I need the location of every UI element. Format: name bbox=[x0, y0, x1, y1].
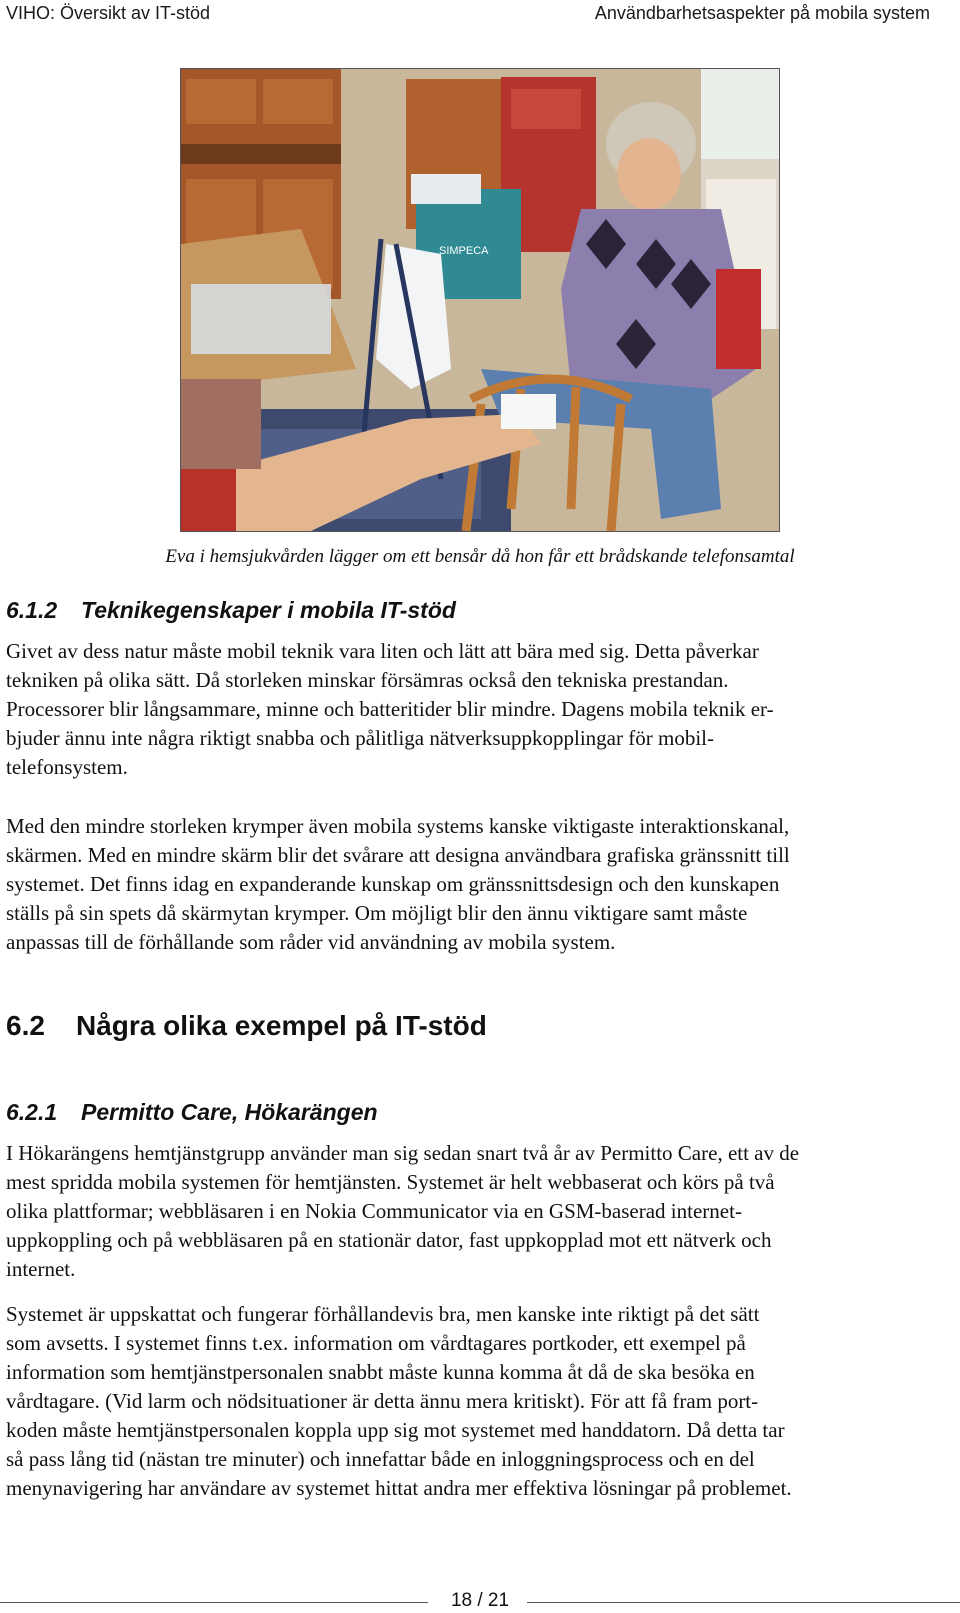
text-line: tekniken på olika sätt. Då storleken minskar försämras också den tekniska prestandan. bbox=[6, 668, 729, 692]
section-title: Permitto Care, Hökarängen bbox=[81, 1099, 378, 1125]
text-line: information som hemtjänstpersonalen snabbt måste kunna komma åt då de ska besöka en bbox=[6, 1360, 755, 1384]
text-line: olika plattformar; webbläsaren i en Nokia Communicator via en GSM-baserad internet- bbox=[6, 1199, 742, 1223]
text-line: skärmen. Med en mindre skärm blir det svårare att designa användbara grafiska gränssnitt till bbox=[6, 843, 790, 867]
running-header-right: Användbarhetsaspekter på mobila system bbox=[594, 3, 930, 23]
text-line: anpassas till de förhållande som råder vid användning av mobila system. bbox=[6, 930, 616, 954]
text-line: Processorer blir långsammare, minne och batteritider blir mindre. Dagens mobila teknik er- bbox=[6, 697, 774, 721]
section-title: Teknikegenskaper i mobila IT-stöd bbox=[81, 597, 456, 623]
box-label: SIMPECA bbox=[439, 245, 489, 257]
text-line: telefonsystem. bbox=[6, 755, 128, 779]
section-number: 6.2.1 bbox=[6, 1099, 58, 1125]
section-heading-6-2 bbox=[6, 1010, 487, 1042]
text-line: menynavigering har användare av systemet hittat andra mer effektiva lösningar på problemet. bbox=[6, 1476, 792, 1500]
text-line: uppkoppling och på webbläsaren på en stationär dator, fast uppkopplad mot ett nätverk och bbox=[6, 1228, 772, 1252]
running-header-left: VIHO: Översikt av IT-stöd bbox=[6, 3, 211, 23]
text-line: koden måste hemtjänstpersonalen koppla upp sig mot systemet med handdatorn. Då detta tar bbox=[6, 1418, 785, 1442]
paragraph-permitto-usage bbox=[6, 1300, 956, 1503]
text-line: vårdtagare. (Vid larm och nödsituationer är detta ännu mera kritiskt). För att få fram port- bbox=[6, 1389, 759, 1413]
section-heading-6-2-1 bbox=[6, 1099, 378, 1126]
text-line: ställs på sin spets då skärmytan krymper. Om möjligt blir den ännu viktigare samt måste bbox=[6, 901, 748, 925]
text-line: mest spridda mobila systemen för hemtjänsten. Systemet är helt webbaserat och körs på två bbox=[6, 1170, 775, 1194]
paragraph-permitto-intro bbox=[6, 1139, 956, 1284]
section-number: 6.1.2 bbox=[6, 597, 58, 623]
section-heading-6-1-2 bbox=[6, 597, 456, 624]
text-line: Med den mindre storleken krymper även mobila systems kanske viktigaste interaktionskanal, bbox=[6, 814, 790, 838]
text-line: I Hökarängens hemtjänstgrupp använder man sig sedan snart två år av Permitto Care, ett av de bbox=[6, 1141, 800, 1165]
text-line: Givet av dess natur måste mobil teknik vara liten och lätt att bära med sig. Detta påverkar bbox=[6, 639, 759, 663]
page-number: 18 / 21 bbox=[450, 1590, 510, 1611]
text-line: systemet. Det finns idag en expanderande kunskap om gränssnittsdesign och den kunskapen bbox=[6, 872, 780, 896]
paragraph-screen-size bbox=[6, 812, 956, 957]
text-line: som avsetts. I systemet finns t.ex. information om vårdtagares portkoder, ett exempel på bbox=[6, 1331, 746, 1355]
home-care-photo bbox=[180, 68, 780, 532]
section-number: 6.2 bbox=[6, 1010, 45, 1041]
figure-caption: Eva i hemsjukvården lägger om ett bensår då hon får ett brådskande telefonsamtal bbox=[165, 546, 795, 567]
text-line: Systemet är uppskattat och fungerar förhållandevis bra, men kanske inte riktigt på det sätt bbox=[6, 1302, 760, 1326]
paragraph-tech-properties bbox=[6, 637, 956, 782]
text-line: bjuder ännu inte några riktigt snabba och pålitliga nätverksuppkopplingar för mobil- bbox=[6, 726, 714, 750]
text-line: så pass lång tid (nästan tre minuter) och innefattar både en inloggningsprocess och en del bbox=[6, 1447, 755, 1471]
text-line: internet. bbox=[6, 1257, 76, 1281]
section-title: Några olika exempel på IT-stöd bbox=[76, 1010, 487, 1041]
